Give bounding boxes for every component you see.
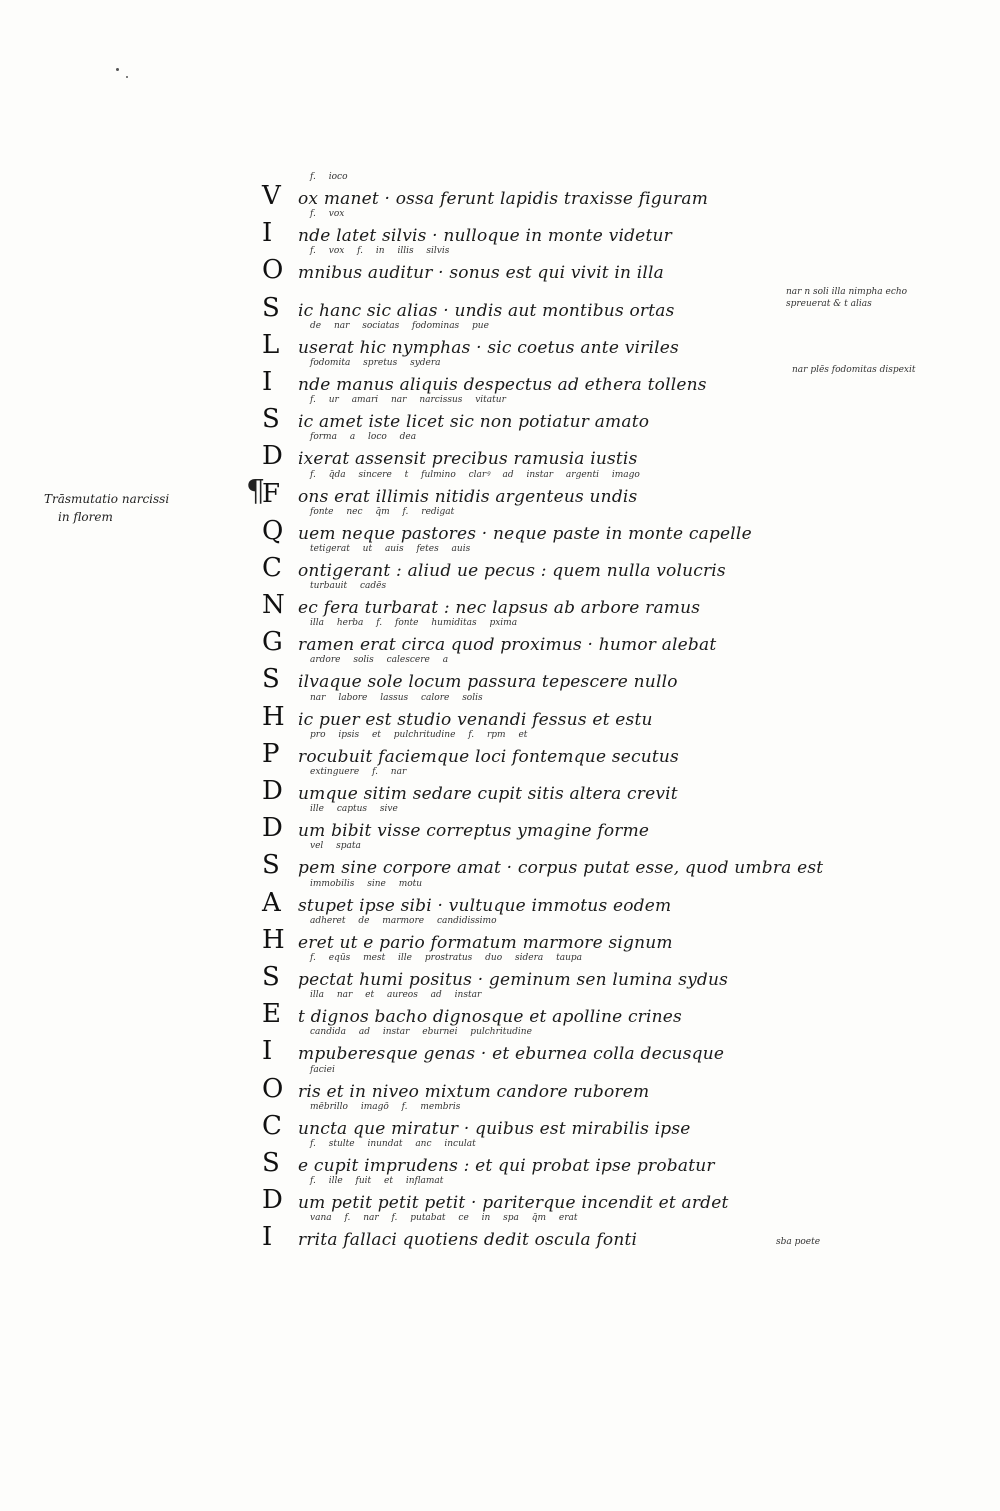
interlinear-gloss: de nar sociatas fodominas pue [310,320,489,331]
verse-body: ic puer est studio venandi fessus et estu [298,709,653,730]
verse-line [262,1211,822,1253]
verse-text [262,255,665,286]
verse-line [262,319,822,360]
verse-body: um bibit visse correptus ymagine forme [298,821,650,842]
interlinear-gloss: f. ur amari nar narcissus vitatur [310,395,506,406]
interlinear-gloss: ille captus sive [310,804,398,815]
verse-body: umque sitim sedare cupit sitis altera crevit [298,784,678,804]
interlinear-gloss: faciei [310,1064,335,1075]
verse-text [262,552,726,583]
interlinear-gloss: vel spata [310,841,361,852]
verse-line [262,988,822,1030]
initial-letter: Q [262,515,284,546]
verse-body: um petit petit petit · pariterque incendit et ardet [298,1193,729,1214]
initial-letter: F [262,478,281,509]
verse-line [262,542,822,583]
verse-line [262,244,822,286]
verse-line [262,1063,822,1104]
interlinear-gloss: forma a loco dea [310,432,417,443]
interlinear-gloss: illa nar et aureos ad instar [310,990,482,1001]
verse-body: mnibus auditur · sonus est qui vivit in illa [298,263,665,284]
initial-letter: S [262,1147,280,1178]
verse-line [262,914,822,955]
verse-text [262,1147,715,1178]
verse-body: ilvaque sole locum passura tepescere nullo [298,672,678,693]
verse-line [262,170,822,211]
interlinear-gloss: f. vox f. in illis silvis [310,246,450,257]
interlinear-gloss: tetigerat ut auis fetes auis [310,543,471,554]
verse-text [262,590,701,621]
initial-letter: I [262,218,273,249]
initial-letter: H [262,924,285,955]
verse-body: ic hanc sic alias · undis aut montibus ortas [298,300,675,321]
right-margin-note-2: nar plēs fodomitas dispexit [792,365,916,375]
ink-speck [116,68,119,71]
verse-body: mpuberesque genas · et eburnea colla decusque [298,1044,725,1065]
verse-line [262,505,822,546]
verse-text [262,776,678,806]
initial-letter: E [262,999,281,1030]
verse-body: pectat humi positus · geminum sen lumina sydus [298,969,729,990]
initial-letter: S [262,292,280,323]
verse-body: rocubuit faciemque loci fontemque secutus [298,746,679,767]
verse-line [262,765,822,806]
verse-text [262,850,824,881]
verse-body: ris et in niveo mixtum candore ruborem [298,1081,650,1102]
interlinear-gloss: nar labore lassus calore solis [310,692,483,703]
verse-text [262,627,717,658]
interlinear-gloss: immobilis sine motu [310,878,423,889]
interlinear-gloss: f. eqūs mest ille prostratus duo sidera taupa [310,952,583,963]
initial-letter: I [262,366,273,397]
verse-text [262,961,729,992]
verse-text [262,292,675,323]
verse-line [262,1025,822,1067]
verse-text [262,924,673,955]
initial-letter: A [262,887,281,918]
initial-letter: H [262,701,285,732]
verse-text [262,887,672,918]
verse-line [262,393,822,435]
verse-text [262,701,653,732]
initial-letter: I [262,1036,273,1067]
left-rubric [44,490,169,526]
initial-letter: O [262,1073,284,1104]
interlinear-gloss: f. vox [310,209,345,220]
verse-text [262,664,678,695]
verse-line [262,877,822,918]
verse-line [262,1174,822,1216]
interlinear-gloss: fonte nec q̄m f. redigat [310,506,455,517]
interlinear-gloss: turbauit cadēs [310,581,387,592]
verse-text [262,366,707,397]
initial-letter: P [262,738,280,769]
interlinear-gloss: extinguere f. nar [310,767,407,777]
verse-line [262,1100,822,1141]
verse-line [262,282,822,323]
interlinear-gloss: f. ioco [310,172,348,182]
verse-body: nde manus aliquis despectus ad ethera tollens [298,374,707,395]
verse-line [262,802,822,844]
verse-body: uncta que miratur · quibus est mirabilis ipse [298,1118,691,1139]
initial-letter: L [262,329,280,360]
verse-text [262,813,650,844]
verse-text [262,1073,650,1104]
verse-body: eret ut e pario formatum marmore signum [298,932,673,953]
verse-line [262,579,822,621]
verse-text [262,1222,638,1253]
initial-letter: I [262,1222,273,1253]
verse-body: userat hic nymphas · sic coetus ante viriles [298,337,679,358]
initial-letter: V [262,181,281,211]
verse-body: pem sine corpore amat · corpus putat esse, quod umbra est [298,858,824,879]
verse-line [262,468,822,509]
verse-line [262,616,822,658]
verse-line [262,356,822,397]
verse-body: nde latet silvis · nulloque in monte videtur [298,226,672,247]
interlinear-gloss: mēbrillo imagō f. membris [310,1101,461,1112]
verse-body: ec fera turbarat : nec lapsus ab arbore ramus [298,598,701,619]
interlinear-gloss: ardore solis calescere a [310,655,449,666]
verse-body: t dignos bacho dignosque et apolline crines [298,1007,682,1028]
initial-letter: D [262,813,283,844]
verse-body: rrita fallaci quotiens dedit oscula fonti [298,1230,638,1251]
verse-text [262,1110,691,1141]
interlinear-gloss: f. q̄da sincere t fulmino clarꝰ ad instar argenti imago [310,469,640,480]
verse-body: ontigerant : aliud ue pecus : quem nulla volucris [298,560,726,581]
verse-body: ic amet iste licet sic non potiatur amato [298,412,650,433]
verse-line [262,430,822,472]
verse-line [262,207,822,249]
verse-text [262,1185,729,1216]
interlinear-gloss: illa herba f. fonte humiditas pxima [310,618,518,629]
verse-body: ixerat assensit precibus ramusia iustis [298,449,638,470]
verse-line [262,653,822,695]
verse-line [262,839,824,881]
verse-line [262,951,822,992]
initial-letter: N [262,590,285,621]
verse-line [262,691,822,732]
verse-text [262,738,679,769]
right-margin-note-1: nar n soli illa nimpha echo spreuerat & t alias [786,287,908,309]
verse-body: ons erat illimis nitidis argenteus undis [298,486,638,507]
initial-letter: D [262,441,283,472]
rubric-line-2: in florem [58,510,113,524]
verse-body: uem neque pastores · neque paste in monte capelle [298,523,752,544]
verse-body: e cupit imprudens : et qui probat ipse probatur [298,1155,715,1176]
verse-text [262,181,709,211]
verse-body: ramen erat circa quod proximus · humor alebat [298,635,717,656]
verse-text [262,999,682,1030]
ink-speck [126,76,128,78]
verse-text [262,441,638,472]
initial-letter: S [262,961,280,992]
verse-body: stupet ipse sibi · vultuque immotus eodem [298,895,672,916]
interlinear-gloss: adheret de marmore candidissimo [310,915,497,926]
verse-line [262,1137,822,1178]
interlinear-gloss: vana f. nar f. putabat ce in spa q̄m erat [310,1213,578,1224]
verse-text [262,329,679,360]
verse-text [262,404,650,435]
interlinear-gloss: candida ad instar eburnei pulchritudine [310,1027,532,1038]
paragraph-mark-icon: ¶ [246,474,266,509]
interlinear-gloss: fodomita spretus sydera [310,357,441,368]
right-margin-note-3: sba poete [776,1237,821,1247]
verse-line [262,728,822,769]
initial-letter: S [262,664,280,695]
initial-letter: D [262,1185,283,1216]
initial-letter: C [262,552,282,583]
interlinear-gloss: pro ipsis et pulchritudine f. rpm et [310,729,528,740]
verse-text [262,515,752,546]
verse-text [262,1036,725,1067]
interlinear-gloss: f. stulte inundat anc inculat [310,1138,476,1149]
initial-letter: S [262,850,280,881]
verse-text [262,478,638,509]
initial-letter: G [262,627,283,658]
interlinear-gloss: f. ille fuit et inflamat [310,1176,444,1187]
initial-letter: D [262,776,283,806]
interlinear-gloss [262,282,822,297]
initial-letter: C [262,1110,282,1141]
verse-lines [262,170,824,1253]
initial-letter: S [262,404,280,435]
rubric-line-1: Trāsmutatio narcissi [44,492,170,506]
initial-letter: O [262,255,284,286]
verse-text [262,218,672,249]
verse-body: ox manet · ossa ferunt lapidis traxisse figuram [298,189,709,209]
